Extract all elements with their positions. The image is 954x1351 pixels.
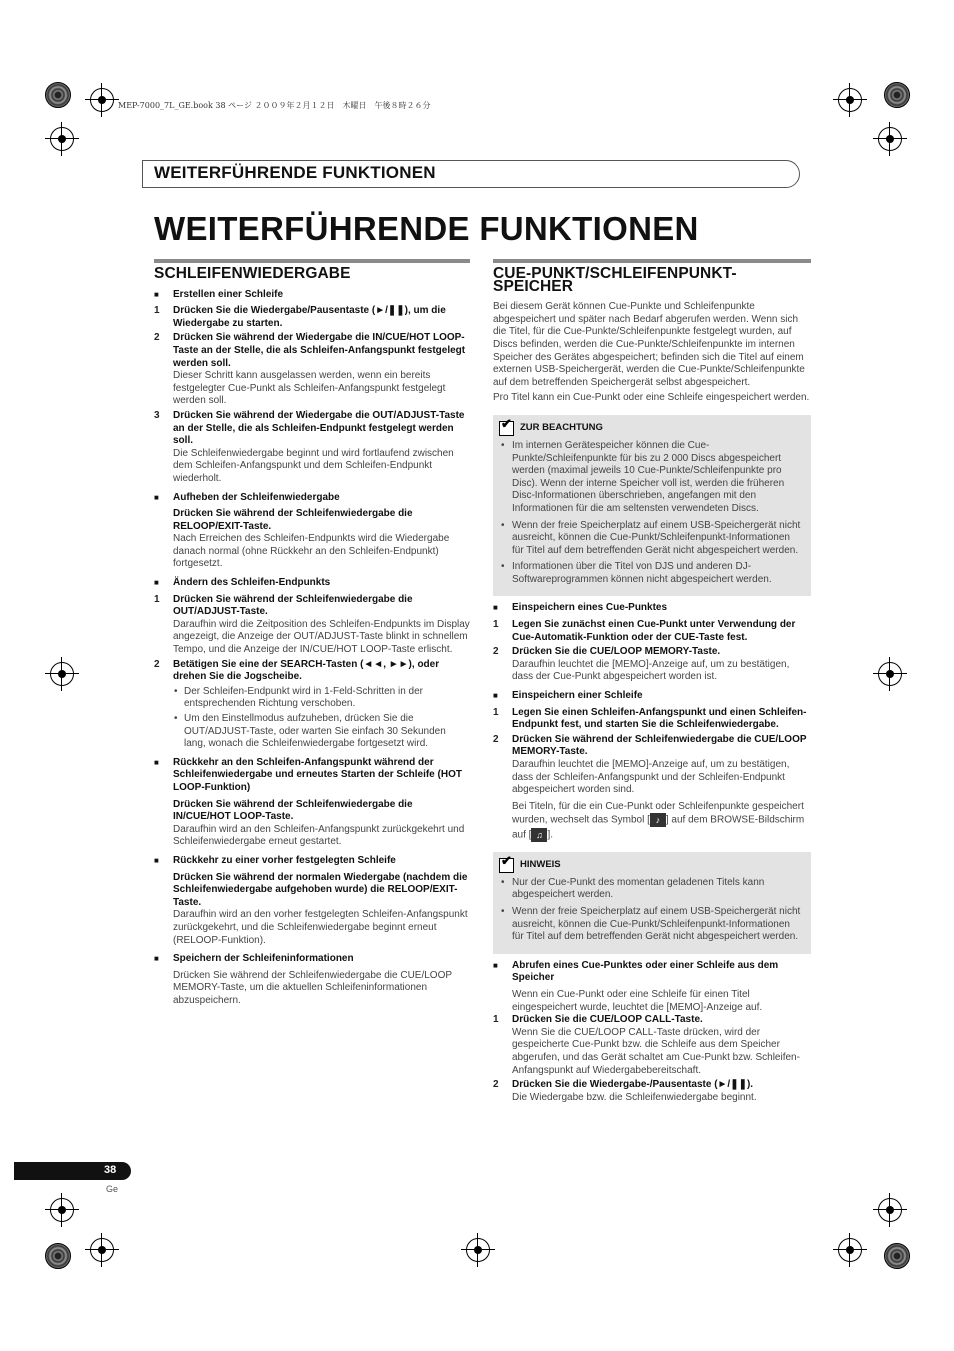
step-description: Daraufhin wird die Zeitposition des Schleifen-Endpunkts im Display angezeigt, die Anzeige der OUT/ADJUST-Taste blinkt in schnellem Tempo, und die Anzeige der IN/CUE/HOT LOOP-Taste erlischt.: [173, 618, 470, 656]
registration-mark: [50, 127, 74, 151]
step-item: [493, 646, 811, 684]
subheading: ■ Rückkehr an den Schleifen-Anfangspunkt während der Schleifenwiedergabe und erneutes Starten der Schleife (HOT LOOP-Funktion): [154, 757, 470, 795]
paragraph: Drücken Sie während der Schleifenwiedergabe die CUE/LOOP MEMORY-Taste, um die aktuellen Schleifeninformationen abzuspeichern.: [173, 969, 452, 1006]
step-description: Die Schleifenwiedergabe beginnt und wird fortlaufend zwischen dem Schleifen-Anfangspunkt und dem Schleifen-Endpunkt wiederholt.: [173, 447, 454, 484]
registration-mark: [878, 127, 902, 151]
section-rule: [493, 259, 811, 263]
symbol-text: ] auf dem BROWSE-Bildschirm auf [: [512, 815, 805, 841]
file-header: MEP-7000_7L_GE.book 38 ページ ２００９年２月１２日 木曜日 午後８時２６分: [118, 101, 431, 110]
step-item: [493, 1079, 811, 1104]
subheading: ■ Rückkehr zu einer vorher festgelegten Schleife: [154, 855, 470, 868]
instruction-text: Drücken Sie während der Schleifenwiedergabe die RELOOP/EXIT-Taste.: [173, 508, 413, 532]
step-description: Die Wiedergabe bzw. die Schleifenwiedergabe beginnt.: [512, 1091, 757, 1103]
step-instruction: Drücken Sie während der Schleifenwiedergabe die CUE/LOOP MEMORY-Taste.: [512, 733, 807, 758]
instruction-block: [154, 872, 470, 948]
note-item: • Im internen Gerätespeicher können die Cue-Punkte/Schleifenpunkte für bis zu 2 000 Discs abgespeichert werden (maximal jeweils 10 Cue-Punkte/Schleifenpunkte pro Disc). Wenn der interne Speicher voll ist, werden die früheren Disc-Informationen überschrieben, angefangen mit den Informationen für die am seltensten verwendeten Discs.: [499, 440, 803, 516]
step-description: Dieser Schritt kann ausgelassen werden, wenn ein bereits festgelegter Cue-Punkt als Schleifen-Anfangspunkt festgelegt werden soll.: [173, 370, 446, 407]
instruction-block: [154, 799, 470, 849]
step-item: [493, 707, 811, 732]
section-title: CUE-PUNKT/SCHLEIFENPUNKT-SPEICHER: [493, 265, 737, 295]
intro-paragraph: Pro Titel kann ein Cue-Punkt oder eine Schleife eingespeichert werden.: [493, 392, 810, 404]
registration-mark: [838, 88, 862, 112]
step-instruction: Legen Sie einen Schleifen-Anfangspunkt und einen Schleifen-Endpunkt fest, und starten Sie die Schleifenwiedergabe.: [512, 706, 807, 731]
registration-mark: [878, 662, 902, 686]
step-number: 1: [154, 305, 160, 317]
note-item: • Nur der Cue-Punkt des momentan geladenen Titels kann abgespeichert werden.: [499, 877, 803, 902]
step-number: 2: [493, 1079, 499, 1091]
checkmark-icon: [499, 421, 514, 436]
step-instruction: Drücken Sie die Wiedergabe/Pausentaste (►/❚❚), um die Wiedergabe zu starten.: [173, 305, 446, 329]
step-instruction: Drücken Sie während der Schleifenwiedergabe die OUT/ADJUST-Taste.: [173, 593, 413, 618]
step-number: 1: [493, 1014, 499, 1026]
memo-symbol-icon: ♫: [531, 828, 547, 842]
step-number: 2: [493, 733, 499, 745]
step-description: Nach Erreichen des Schleifen-Endpunkts wird die Wiedergabe danach normal (ohne Rückkehr an den Schleifen-Endpunkt) fortgesetzt.: [173, 533, 450, 570]
step-item: [154, 332, 470, 408]
step-description: Daraufhin wird an den vorher festgelegten Schleifen-Anfangspunkt zurückgekehrt, und die Schleifenwiedergabe beginnt erneut (RELOOP-Funktion).: [173, 909, 468, 946]
step-number: 1: [154, 593, 160, 605]
section-title: SCHLEIFENWIEDERGABE: [154, 265, 351, 282]
note-item: • Wenn der freie Speicherplatz auf einem USB-Speichergerät nicht ausreicht, können die Cue-Punkt/Schleifenpunkt-Informationen für Titel auf dem betreffenden Gerät nicht abgespeichert werden.: [499, 520, 803, 558]
registration-mark: [90, 88, 114, 112]
step-number: 1: [493, 619, 499, 631]
subheading: ■ Erstellen einer Schleife: [154, 289, 470, 302]
step-item: [493, 619, 811, 644]
bullet-item: • Um den Einstellmodus aufzuheben, drücken Sie die OUT/ADJUST-Taste, oder warten Sie einfach 30 Sekunden lang, wonach die Schleifenwiedergabe fortgesetzt wird.: [154, 713, 470, 751]
registration-disc: [45, 82, 71, 108]
step-description: Daraufhin wird an den Schleifen-Anfangspunkt zurückgekehrt und Schleifenwiedergabe erneut gestartet.: [173, 823, 465, 848]
note-title: ZUR BEACHTUNG: [520, 422, 603, 434]
chapter-header: WEITERFÜHRENDE FUNKTIONEN: [154, 163, 436, 182]
step-item: [154, 659, 470, 684]
step-instruction: Drücken Sie die CUE/LOOP CALL-Taste.: [512, 1014, 703, 1026]
registration-mark: [838, 1238, 862, 1262]
registration-disc: [884, 1243, 910, 1269]
registration-mark: [50, 1198, 74, 1222]
registration-mark: [50, 662, 74, 686]
step-description: Daraufhin leuchtet die [MEMO]-Anzeige auf, um zu bestätigen, dass der Schleifen-Anfangspunkt und der Schleifen-Endpunkt abgespeichert worden sind.: [512, 759, 790, 796]
checkmark-icon: [499, 858, 514, 873]
symbol-text: Bei Titeln, für die ein Cue-Punkt oder Schleifenpunkte gespeichert wurden, wechselt das Symbol [: [512, 800, 804, 827]
step-instruction: Drücken Sie die CUE/LOOP MEMORY-Taste.: [512, 646, 721, 658]
bullet-item: • Der Schleifen-Endpunkt wird in 1-Feld-Schritten in der entsprechenden Richtung verschoben.: [154, 686, 470, 711]
registration-disc: [45, 1243, 71, 1269]
subheading: ■ Abrufen eines Cue-Punktes oder einer Schleife aus dem Speicher: [493, 960, 811, 985]
symbol-text: ].: [547, 829, 554, 841]
step-instruction: Drücken Sie während der Wiedergabe die IN/CUE/HOT LOOP-Taste an der Stelle, die als Schleifen-Anfangspunkt festgelegt werden soll.: [173, 332, 466, 369]
instruction-text: Drücken Sie während der normalen Wiedergabe (nachdem die Schleifenwiedergabe aufgehoben wurde) die RELOOP/EXIT-Taste.: [173, 871, 468, 908]
right-content: [493, 602, 811, 796]
symbol-paragraph: [493, 801, 811, 842]
step-instruction: Legen Sie zunächst einen Cue-Punkt unter Verwendung der Cue-Automatik-Funktion oder der CUE-Taste fest.: [512, 619, 796, 643]
note-symbol-icon: ♪: [650, 813, 666, 827]
step-description: Daraufhin leuchtet die [MEMO]-Anzeige auf, um zu bestätigen, dass der Cue-Punkt abgespeichert worden ist.: [512, 658, 790, 683]
registration-mark: [466, 1238, 490, 1262]
step-item: [493, 1014, 811, 1077]
section-rule: [154, 259, 470, 263]
subheading: ■ Einspeichern eines Cue-Punktes: [493, 602, 811, 615]
right-content: [493, 960, 811, 1105]
right-column: [493, 259, 811, 1106]
step-instruction: Drücken Sie die Wiedergabe-/Pausentaste (►/❚❚).: [512, 1079, 754, 1091]
left-column: [154, 259, 470, 1007]
subheading: ■ Einspeichern einer Schleife: [493, 690, 811, 703]
registration-mark: [90, 1238, 114, 1262]
note-box: [493, 852, 811, 954]
instruction-block: [154, 508, 470, 571]
step-item: [154, 410, 470, 486]
subheading: ■ Aufheben der Schleifenwiedergabe: [154, 492, 470, 505]
step-number: 2: [493, 646, 499, 658]
step-item: [154, 305, 470, 330]
page-language: Ge: [106, 1184, 119, 1194]
step-item: [493, 734, 811, 797]
left-content: [154, 289, 470, 1008]
step-number: 2: [154, 658, 160, 670]
step-number: 2: [154, 332, 160, 344]
step-number: 1: [493, 706, 499, 718]
step-instruction: Betätigen Sie eine der SEARCH-Tasten (◄◄, ►►), oder drehen Sie die Jogscheibe.: [173, 658, 440, 683]
registration-disc: [884, 82, 910, 108]
note-item: • Wenn der freie Speicherplatz auf einem USB-Speichergerät nicht ausreicht, können die Cue-Punkt/Schleifenpunkt-Informationen für Titel auf dem betreffenden Gerät nicht abgespeichert werden.: [499, 906, 803, 944]
note-item: • Informationen über die Titel von DJS und anderen DJ-Softwareprogrammen können nicht abgespeichert werden.: [499, 561, 803, 586]
registration-mark: [878, 1198, 902, 1222]
step-description: Wenn Sie die CUE/LOOP CALL-Taste drücken, wird der gespeicherte Cue-Punkt bzw. die Schleife aus dem Speicher abgerufen, und das Gerät schaltet am Cue-Punkt bzw. Schleifen-Anfangspunkt auf Wiedergabebereitschaft.: [512, 1026, 800, 1076]
subheading: ■ Ändern des Schleifen-Endpunkts: [154, 577, 470, 590]
note-box: [493, 415, 811, 597]
step-description: Wenn ein Cue-Punkt oder eine Schleife für einen Titel eingespeichert wurde, leuchtet die [MEMO]-Anzeige auf.: [512, 989, 763, 1013]
step-instruction: Drücken Sie während der Wiedergabe die OUT/ADJUST-Taste an der Stelle, die als Schleifen-Endpunkt festgelegt werden soll.: [173, 409, 465, 447]
intro-paragraph: Bei diesem Gerät können Cue-Punkte und Schleifenpunkte abgespeichert und später nach Bedarf abgerufen werden. Wenn sich die Titel, für die Cue-Punkte/Schleifenpunkte festgelegt wurden, auf Discs befinden, werden die Cue-Punkte/Schleifenpunkte im internen Speicher des Gerätes abgespeichert; befinden sich die Titel auf einem externen USB-Speichergerät, werden die Cue-Punkte/Schleifenpunkte auf dem betreffenden Speichergerät selbst abgespeichert.: [493, 301, 805, 388]
note-title: HINWEIS: [520, 859, 561, 871]
page-title: WEITERFÜHRENDE FUNKTIONEN: [154, 210, 699, 247]
subheading: ■ Speichern der Schleifeninformationen: [154, 953, 470, 966]
step-number: 3: [154, 409, 160, 421]
instruction-text: Drücken Sie während der Schleifenwiedergabe die IN/CUE/HOT LOOP-Taste.: [173, 798, 413, 823]
page-number: 38: [104, 1164, 117, 1176]
step-item: [154, 594, 470, 657]
